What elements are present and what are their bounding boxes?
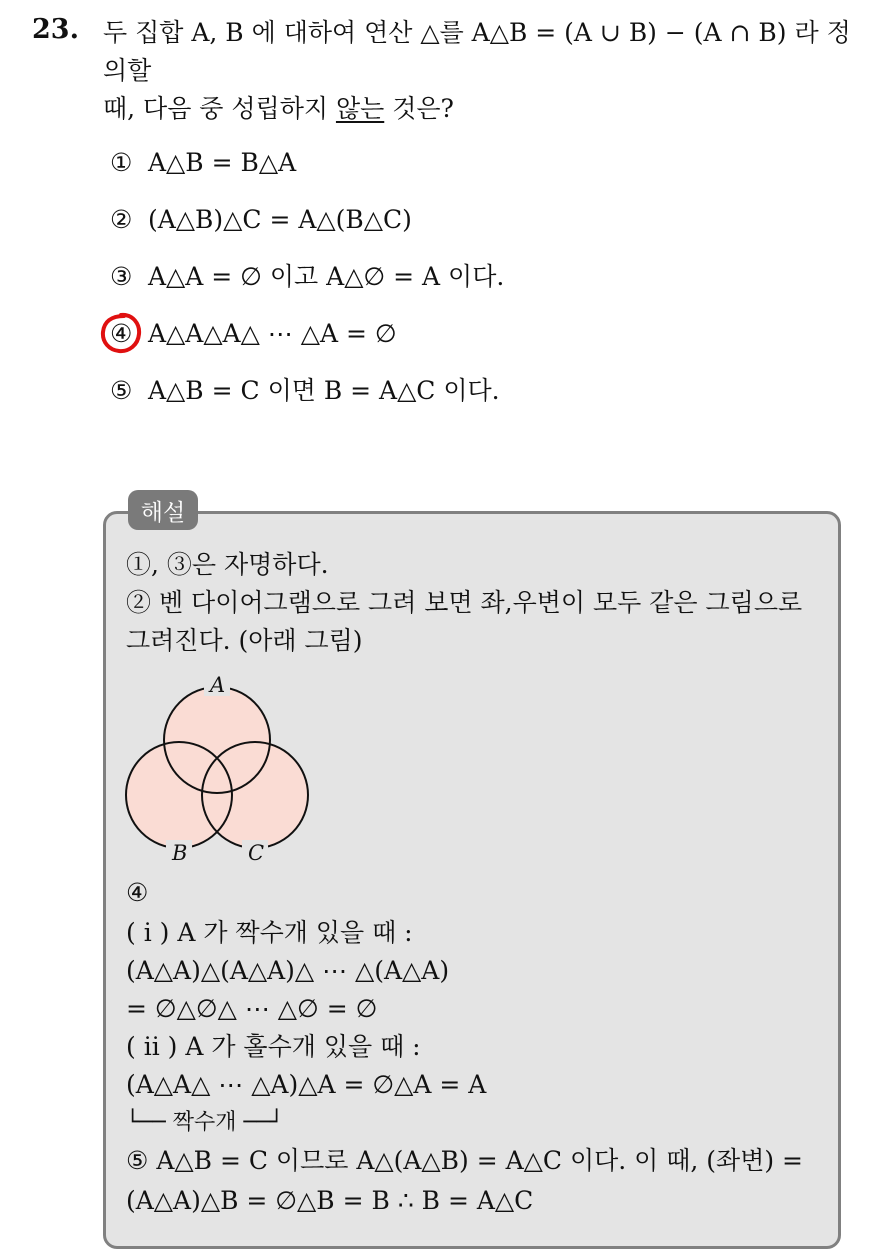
solution-line: ④	[126, 878, 149, 907]
venn-diagram	[118, 668, 318, 868]
solution-line: 그려진다. (아래 그림)	[126, 626, 363, 655]
question-text	[103, 14, 873, 128]
choice-text: A△B = C 이면 B = A△C 이다.	[148, 376, 500, 405]
solution-line: (A△A△ ⋯ △A)△A = ∅△A = A	[126, 1070, 487, 1099]
even-count-bracket: └── 짝수개 ──┘	[126, 1110, 284, 1135]
question-line-2	[103, 90, 873, 128]
underlined-word: 않는	[335, 94, 385, 123]
choice-2[interactable]	[110, 200, 412, 240]
solution-tag: 해설	[128, 490, 198, 530]
choice-number: ②	[110, 205, 133, 234]
question-line-2-pre: 때, 다음 중 성립하지	[103, 94, 336, 123]
solution-line: (A△A)△B = ∅△B = B ∴ B = A△C	[126, 1186, 534, 1215]
choice-5[interactable]	[110, 371, 500, 411]
solution-line: (A△A)△(A△A)△ ⋯ △(A△A)	[126, 956, 450, 985]
choice-1[interactable]	[110, 143, 296, 183]
choice-text: A△A△A△ ⋯ △A = ∅	[148, 319, 397, 348]
question-line-1: 두 집합 A, B 에 대하여 연산 △를 A△B = (A ∪ B) − (A ∩ B) 라 정의할	[103, 18, 851, 85]
question-line-2-post: 것은?	[384, 94, 454, 123]
choice-text: A△A = ∅ 이고 A△∅ = A 이다.	[148, 262, 505, 291]
choice-number: ①	[110, 148, 133, 177]
selected-circle-mark-icon	[98, 310, 144, 356]
choice-4[interactable]	[110, 314, 397, 354]
solution-line: ( i ) A 가 짝수개 있을 때 :	[126, 918, 413, 947]
choice-number: ④	[110, 319, 133, 348]
choice-3[interactable]	[110, 257, 504, 297]
choice-number: ⑤	[110, 376, 133, 405]
venn-label-a: A	[210, 673, 226, 697]
question-number: 23.	[32, 14, 79, 45]
solution-line: ①, ③은 자명하다.	[126, 550, 329, 579]
choice-number: ③	[110, 262, 133, 291]
solution-line: ② 벤 다이어그램으로 그려 보면 좌,우변이 모두 같은 그림으로	[126, 588, 803, 617]
venn-label-c: C	[248, 841, 265, 865]
solution-line: ⑤ A△B = C 이므로 A△(A△B) = A△C 이다. 이 때, (좌변) =	[126, 1146, 803, 1175]
solution-line: ( ii ) A 가 홀수개 있을 때 :	[126, 1032, 421, 1061]
solution-line: = ∅△∅△ ⋯ △∅ = ∅	[126, 994, 378, 1023]
venn-label-b: B	[172, 841, 188, 865]
choice-text: (A△B)△C = A△(B△C)	[148, 205, 412, 234]
choice-text: A△B = B△A	[148, 148, 297, 177]
